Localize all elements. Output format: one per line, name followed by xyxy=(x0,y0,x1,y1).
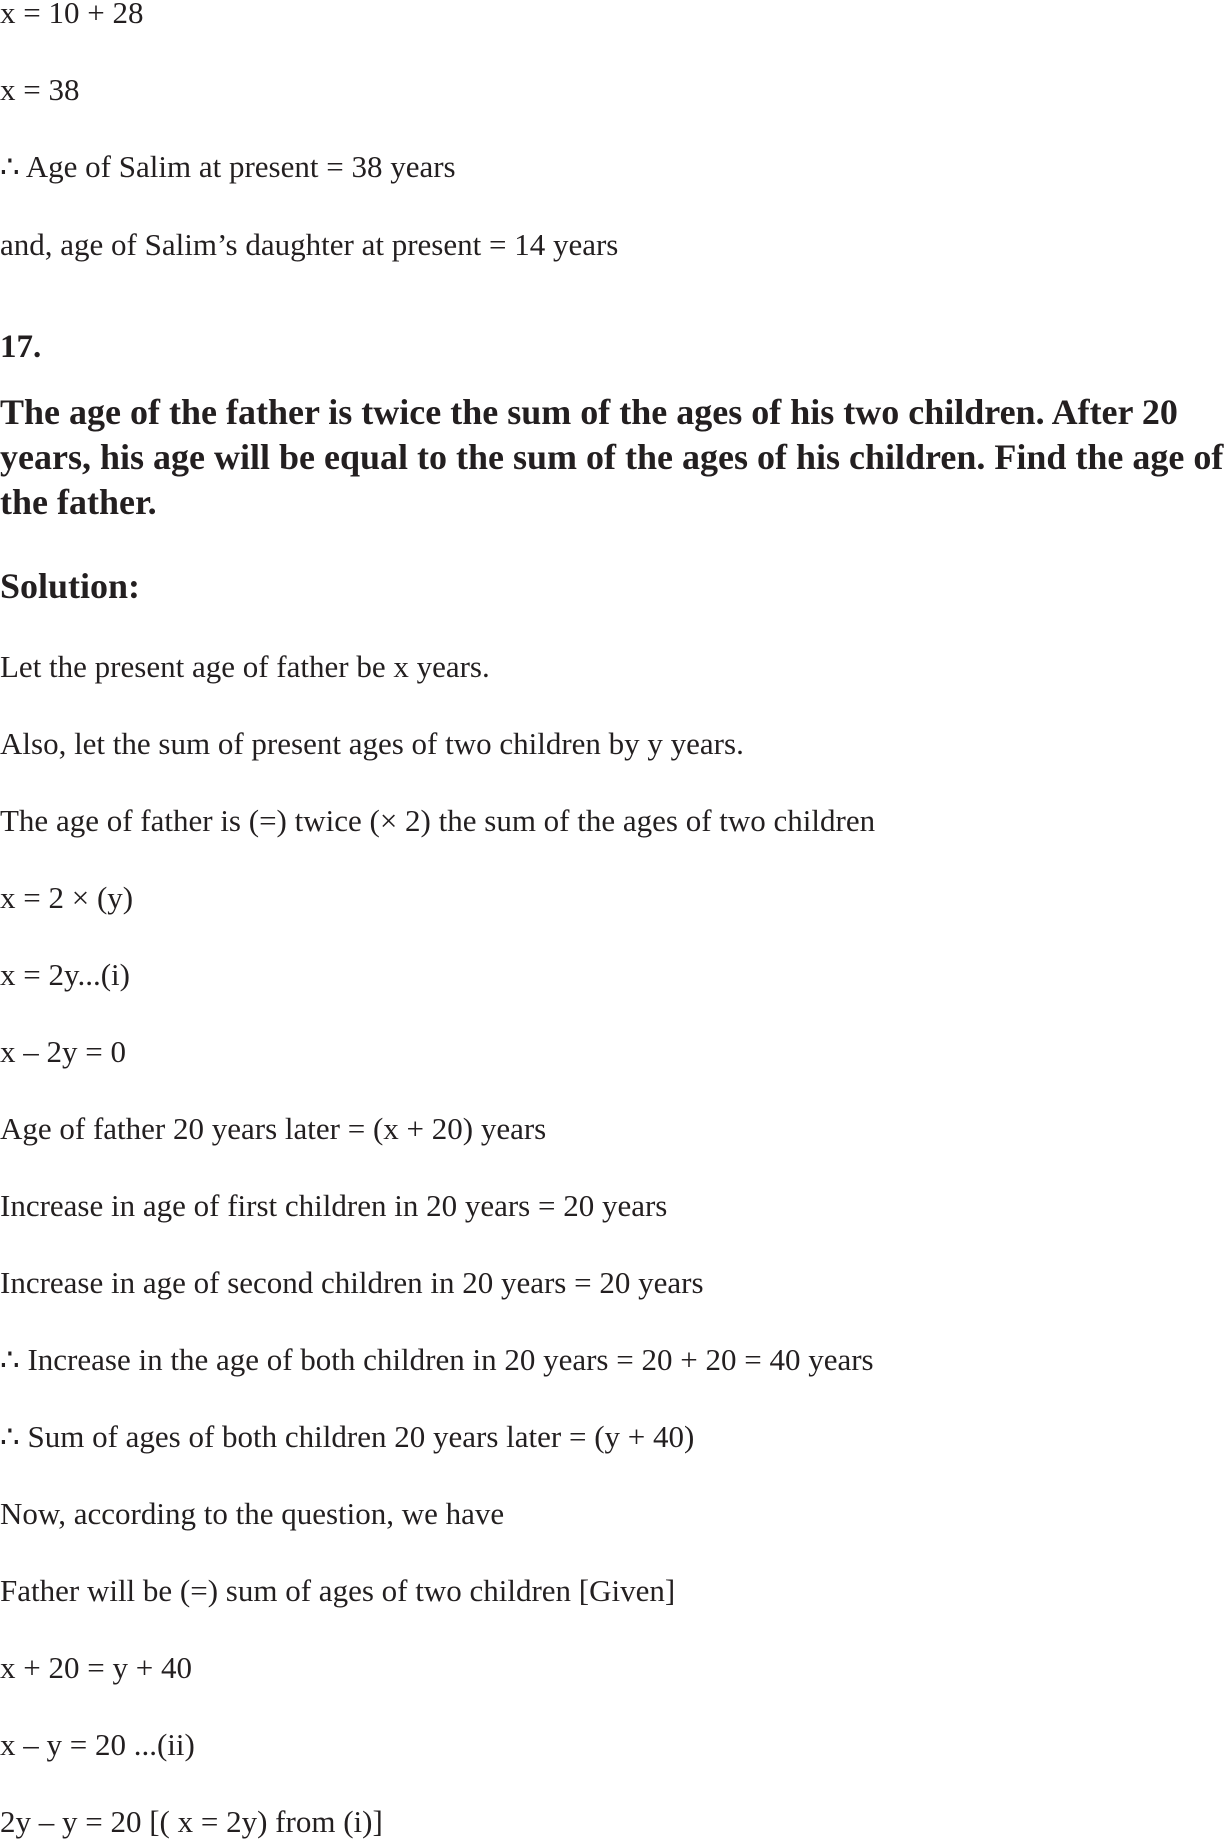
solution-line: Increase in age of first children in 20 years = 20 years xyxy=(0,1188,668,1223)
previous-solution-line: x = 38 xyxy=(0,72,80,107)
solution-heading: Solution: xyxy=(0,566,141,606)
question-number: 17. xyxy=(0,329,42,365)
solution-line: x = 2y...(i) xyxy=(0,957,130,992)
solution-line: The age of father is (=) twice (× 2) the sum of the ages of two children xyxy=(0,803,876,838)
solution-line: Now, according to the question, we have xyxy=(0,1496,505,1531)
solution-line: ∴ Sum of ages of both children 20 years later = (y + 40) xyxy=(0,1419,695,1454)
solution-line: x – y = 20 ...(ii) xyxy=(0,1727,195,1762)
solution-line: Let the present age of father be x years. xyxy=(0,649,490,684)
previous-solution-line: ∴ Age of Salim at present = 38 years xyxy=(0,149,456,184)
solution-line: Also, let the sum of present ages of two children by y years. xyxy=(0,726,744,761)
previous-solution-line: x = 10 + 28 xyxy=(0,0,144,30)
solution-line: 2y – y = 20 [( x = 2y) from (i)] xyxy=(0,1804,383,1839)
question-text: The age of the father is twice the sum of the ages of his two children. After 20 years, his age will be equal to the sum of the ages of his children. Find the age of the father. xyxy=(0,392,1224,522)
solution-line: Age of father 20 years later = (x + 20) years xyxy=(0,1111,547,1146)
solution-line: Father will be (=) sum of ages of two children [Given] xyxy=(0,1573,676,1608)
solution-line: x – 2y = 0 xyxy=(0,1034,126,1069)
solution-line: Increase in age of second children in 20 years = 20 years xyxy=(0,1265,704,1300)
solution-line: x = 2 × (y) xyxy=(0,880,134,915)
solution-line: x + 20 = y + 40 xyxy=(0,1650,192,1685)
solution-line: ∴ Increase in the age of both children in 20 years = 20 + 20 = 40 years xyxy=(0,1342,874,1377)
previous-solution-line: and, age of Salim’s daughter at present = 14 years xyxy=(0,227,619,262)
